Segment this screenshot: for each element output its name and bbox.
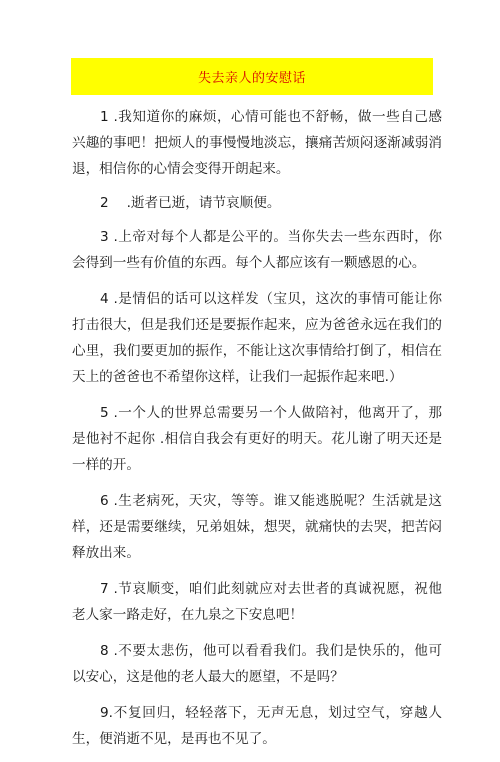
- paragraph-5: 5 .一个人的世界总需要另一个人做陪衬，他离开了，那是他衬不起你 .相信自我会有更好的明天。花儿谢了明天还是一样的开。: [72, 405, 442, 473]
- document-title: 失去亲人的安慰话: [197, 71, 306, 86]
- paragraph-9: 9.不复回归，轻轻落下，无声无息，划过空气，穿越人生，便消逝不见，是再也不见了。: [72, 705, 442, 747]
- paragraph-8: 8 .不要太悲伤，他可以看看我们。我们是快乐的，他可以安心，这是他的老人最大的愿望，不是吗？: [72, 643, 442, 685]
- paragraph-1: 1 .我知道你的麻烦，心情可能也不舒畅，做一些自己感兴趣的事吧！把烦人的事慢慢地淡忘，攘痛苦烦闷逐渐减弱消退，相信你的心情会变得开朗起来。: [72, 109, 442, 177]
- paragraph-2: 2 .逝者已逝，请节哀顺便。: [100, 195, 281, 211]
- title-banner: [71, 58, 433, 95]
- paragraph-3: 3 .上帝对每个人都是公平的。当你失去一些东西时，你会得到一些有价值的东西。每个人都应该有一颗感恩的心。: [72, 229, 442, 271]
- paragraph-7: 7 .节哀顺变，咱们此刻就应对去世者的真诚祝愿，祝他老人家一路走好，在九泉之下安息吧！: [72, 581, 442, 623]
- document-body: [72, 104, 442, 762]
- paragraph-4: 4 .是情侣的话可以这样发（宝贝，这次的事情可能让你打击很大，但是我们还是要振作起来，应为爸爸永远在我们的心里，我们要更加的振作，不能让这次事情给打倒了，相信在天上的爸爸也不希望你这样，让我们一起振作起来吧.）: [72, 291, 442, 385]
- paragraph-6: 6 .生老病死，天灾，等等。谁又能逃脱呢？生活就是这样，还是需要继续，兄弟姐妹，想哭，就痛快的去哭，把苦闷释放出来。: [72, 493, 442, 561]
